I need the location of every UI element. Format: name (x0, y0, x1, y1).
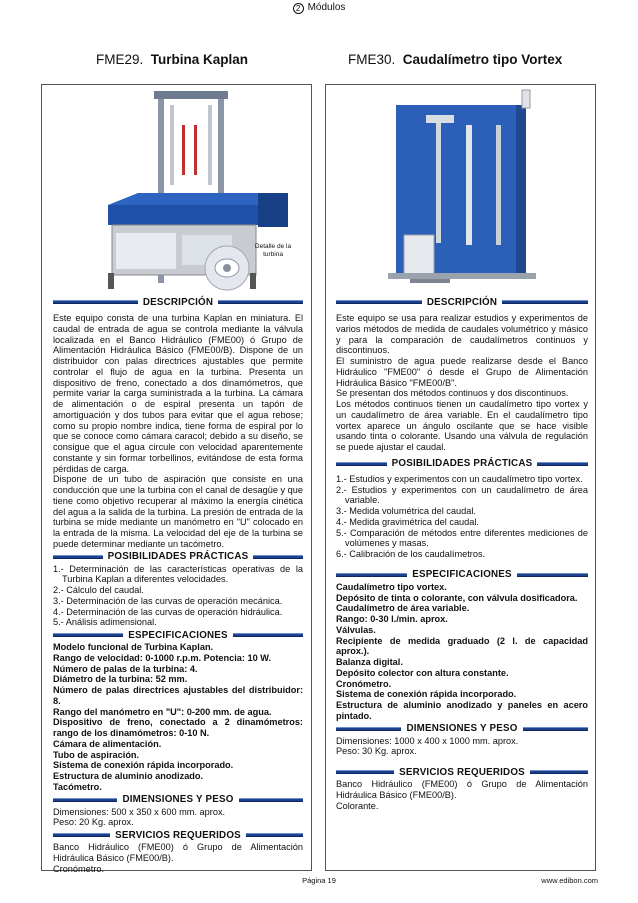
right-product-title (348, 52, 562, 67)
list-item: 3.- Determinación de las curvas de operación mecánica. (53, 595, 283, 606)
list-item: 5.- Comparación de métodos entre diferentes mediciones de volúmenes y masas. (336, 527, 588, 549)
section-bar-right (239, 798, 303, 802)
section-label: Módulos (307, 2, 346, 13)
list-item: 1.- Estudios y experimentos con un caudalímetro tipo vortex. (336, 473, 583, 484)
list-item: Cronómetro. (53, 863, 105, 874)
left-servicios-header: SERVICIOS REQUERIDOS (53, 828, 303, 842)
list-item: Dispositivo de freno, conectado a 2 dinamómetros: rango de los dinamómetros: 0-10 N. (53, 717, 303, 738)
right-descripcion-p3: Se presentan dos métodos continuos y dos discontinuos. (336, 388, 569, 399)
left-servicios (53, 842, 303, 874)
vortex-flowmeter-photo (326, 85, 595, 293)
list-item: Peso: 20 Kg. aprox. (53, 817, 134, 828)
section-bar-right (502, 300, 588, 304)
list-item: 5.- Análisis adimensional. (53, 617, 157, 628)
right-posibilidades-header: POSIBILIDADES PRÁCTICAS (336, 457, 588, 471)
right-servicios-header: SERVICIOS REQUERIDOS (336, 765, 588, 779)
list-item: 3.- Medida volumétrica del caudal. (336, 506, 476, 516)
section-bar-left (336, 462, 387, 466)
website-link[interactable]: www.edibon.com (541, 876, 598, 885)
left-descripcion-p2: Dispone de un tubo de aspiración que consiste en una conducción que une la turbina con el canal de desagüe y que tiene como objetivo recuperar al máximo la energía cinética del agua a la salida de la turbina. La presión de entrada de la turbina se mide mediante un manómetro en "U" colocado en la entrada de la misma. La velocidad del eje de la turbina se puede determinar mediante un tacómetro. (53, 474, 303, 549)
right-dimensiones-header: DIMENSIONES Y PESO (336, 722, 588, 736)
list-item: Depósito colector con altura constante. (336, 667, 509, 678)
right-dimensiones (336, 736, 588, 758)
left-text-column (53, 295, 303, 874)
right-product-code: FME30. (348, 52, 396, 67)
right-descripcion (336, 313, 588, 453)
section-bar-left (53, 633, 123, 637)
list-item: Rango de velocidad: 0-1000 r.p.m. Potencia: 10 W. (53, 652, 272, 663)
list-item: Banco Hidráulico (FME00) ó Grupo de Alimentación Hidráulica Básico (FME00/B). (336, 779, 588, 800)
right-especificaciones (336, 582, 588, 722)
right-descripcion-p2: El suministro de agua puede realizarse desde el Banco Hidráulico "FME00" ó desde el Grupo de Alimentación Hidráulica Básico "FME00/B". (336, 356, 588, 388)
list-item: 4.- Medida gravimétrica del caudal. (336, 516, 479, 527)
section-number-badge: 2 (293, 3, 304, 14)
list-item: Banco Hidráulico (FME00) ó Grupo de Alimentación Hidráulica Básico (FME00/B). (53, 842, 303, 863)
page-number: Página 19 (302, 876, 336, 885)
list-item: Dimensiones: 500 x 350 x 600 mm. aprox. (53, 806, 226, 817)
list-item: 2.- Estudios y experimentos con un caudalímetro de área variable. (336, 484, 588, 506)
section-bar-left (336, 573, 407, 577)
section-bar-right (517, 573, 588, 577)
section-bar-right (537, 462, 588, 466)
right-product-name: Caudalímetro tipo Vortex (402, 52, 563, 67)
left-descripcion-header: DESCRIPCIÓN (53, 295, 303, 309)
list-item: 4.- Determinación de las curvas de operación hidráulica. (53, 606, 283, 617)
list-item: Sistema de conexión rápida incorporado. (53, 760, 234, 771)
list-item: Recipiente de medida graduado (2 l. de capacidad aprox.). (336, 635, 588, 657)
list-item: Modelo funcional de Turbina Kaplan. (53, 642, 214, 652)
list-item: Dimensiones: 1000 x 400 x 1000 mm. aprox. (336, 735, 519, 746)
right-posibilidades (336, 474, 588, 560)
section-bar-right (246, 833, 303, 837)
list-item: Tacómetro. (53, 781, 102, 792)
page-header (0, 2, 638, 14)
list-item: Colorante. (336, 800, 379, 811)
section-bar-left (336, 300, 422, 304)
section-bar-left (53, 300, 138, 304)
section-bar-right (253, 555, 303, 559)
right-descripcion-p4: Los métodos continuos tienen un caudalímetro tipo vortex y un caudalímetro de área variable. En el caudalímetro tipo vortex aparece un ángulo oscilante que se hace visible usando tinta o colorante. Usando una válvula de regulación se puede ajustar el caudal. (336, 399, 588, 452)
section-bar-right (523, 727, 588, 731)
left-especificaciones-header: ESPECIFICACIONES (53, 628, 303, 642)
section-bar-left (336, 770, 394, 774)
list-item: Caudalímetro de área variable. (336, 603, 470, 614)
left-descripcion (53, 313, 303, 550)
list-item: Depósito de tinta o colorante, con válvula dosificadora. (336, 592, 578, 603)
left-especificaciones (53, 642, 303, 793)
section-bar-left (336, 727, 401, 731)
list-item: Sistema de conexión rápida incorporado. (336, 689, 517, 700)
section-bar-right (218, 300, 303, 304)
left-product-code: FME29. (96, 52, 144, 67)
left-product-name: Turbina Kaplan (150, 52, 249, 67)
right-descripcion-header: DESCRIPCIÓN (336, 295, 588, 309)
list-item: 2.- Cálculo del caudal. (53, 585, 144, 595)
right-descripcion-p1: Este equipo se usa para realizar estudios y experimentos de varios métodos de medida de caudales volumétrico y másico y para la comparación de caudalímetros continuos y discontinuos. (336, 313, 588, 356)
list-item: 6.- Calibración de los caudalímetros. (336, 549, 486, 559)
left-descripcion-p1: Este equipo consta de una turbina Kaplan en miniatura. El caudal de entrada de agua se controla mediante la válvula localizada en el Banco Hidráulico (FME00) ó Grupo de Alimentación Hidráulica Básico (FME00/B). Dispone de un distribuidor con palas directrices ajustables que permite controlar el flujo de agua en la turbina. Presenta un dispositivo de freno, conectado a dos dinamómetros, que permite variar la carga suministrada a la turbina. La cámara de alimentación o de espiral presenta un tapón de amortiguación y dos tubos para evitar que el agua rebose; como su propio nombre indica, tiene forma de espiral por lo que se conoce como cámara caracol; debido a su diseño, se consigue que el agua circule con velocidad aparentemente constante y sin formar torbellinos, evitándose de esta forma pérdidas de carga. (53, 313, 303, 474)
section-bar-right (530, 770, 588, 774)
left-dimensiones-header: DIMENSIONES Y PESO (53, 793, 303, 807)
list-item: Válvulas. (336, 624, 376, 635)
right-text-column (336, 295, 588, 811)
left-posibilidades-header: POSIBILIDADES PRÁCTICAS (53, 550, 303, 564)
right-servicios (336, 779, 588, 811)
list-item: Cronómetro. (336, 678, 392, 689)
list-item: 1.- Determinación de las características operativas de la Turbina Kaplan a diferentes velocidades. (53, 563, 303, 585)
list-item: Diámetro de la turbina: 52 mm. (53, 674, 188, 685)
list-item: Rango del manómetro en "U": 0-200 mm. de agua. (53, 706, 272, 717)
list-item: Tubo de aspiración. (53, 749, 140, 760)
list-item: Balanza digital. (336, 657, 403, 667)
list-item: Rango: 0-30 l./min. aprox. (336, 614, 448, 624)
turbine-detail-caption: Detalle de la turbina (254, 243, 292, 258)
list-item: Cámara de alimentación. (53, 738, 162, 749)
section-bar-right (233, 633, 303, 637)
list-item: Número de palas de la turbina: 4. (53, 663, 198, 674)
section-bar-left (53, 798, 117, 802)
list-item: Estructura de aluminio anodizado. (53, 771, 204, 781)
right-especificaciones-header: ESPECIFICACIONES (336, 568, 588, 582)
list-item: Estructura de aluminio anodizado y paneles en acero pintado. (336, 700, 588, 721)
section-bar-left (53, 833, 110, 837)
list-item: Número de palas directrices ajustables del distribuidor: 8. (53, 685, 303, 706)
section-bar-left (53, 555, 103, 559)
left-product-title (96, 52, 248, 67)
left-posibilidades (53, 564, 303, 629)
kaplan-turbine-photo (42, 85, 311, 293)
list-item: Peso: 30 Kg. aprox. (336, 746, 417, 757)
left-dimensiones (53, 807, 303, 829)
list-item: Caudalímetro tipo vortex. (336, 581, 447, 592)
